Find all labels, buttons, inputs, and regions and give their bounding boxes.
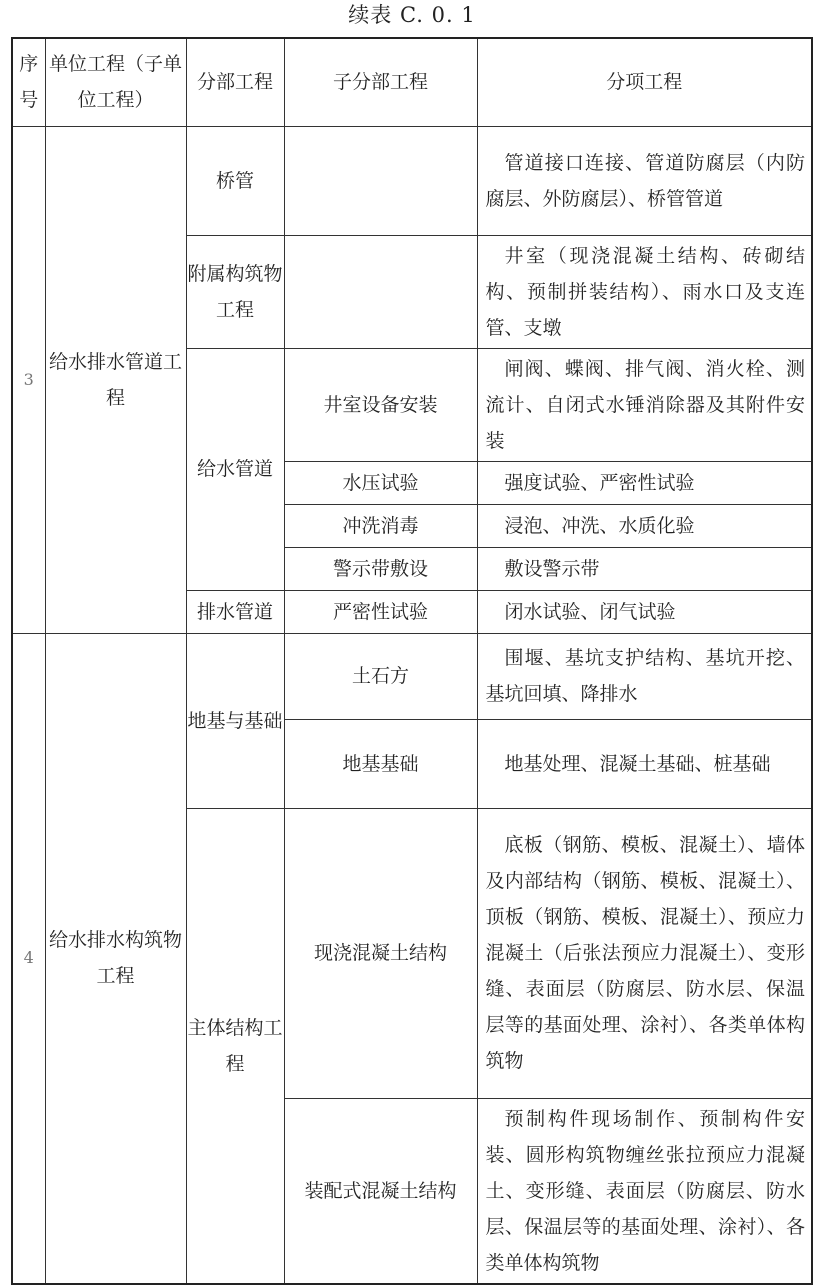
- item-cell: [477, 590, 812, 633]
- subdivision-cell: 水压试验: [284, 461, 477, 504]
- item-cell: [477, 126, 812, 235]
- division-cell: 地基与基础: [186, 633, 284, 808]
- item-cell: [477, 235, 812, 348]
- item-cell: [477, 808, 812, 1098]
- table-row: [12, 126, 812, 235]
- subdivision-cell: [284, 235, 477, 348]
- header-unit: 单位工程（子单位工程）: [45, 38, 186, 126]
- item-text: 预制构件现场制作、预制构件安装、圆形构筑物缠丝张拉预应力混凝土、变形缝、表面层（防腐层、防水层、保温层等的基面处理、涂衬）、各类单体构筑物: [485, 1107, 805, 1274]
- header-division: 分部工程: [186, 38, 284, 126]
- division-cell: 排水管道: [186, 590, 284, 633]
- header-subdivision: 子分部工程: [284, 38, 477, 126]
- item-text: 强度试验、严密性试验: [504, 471, 695, 494]
- item-cell: [477, 1098, 812, 1284]
- item-cell: [477, 719, 812, 808]
- item-text: 围堰、基坑支护结构、基坑开挖、基坑回填、降排水: [485, 647, 805, 705]
- header-row: [12, 38, 812, 126]
- subdivision-cell: 现浇混凝土结构: [284, 808, 477, 1098]
- unit-cell: 给水排水管道工程: [45, 126, 186, 633]
- item-text: 浸泡、冲洗、水质化验: [504, 514, 695, 537]
- table-row: [12, 633, 812, 719]
- unit-cell: 给水排水构筑物工程: [45, 633, 186, 1284]
- item-cell: [477, 504, 812, 547]
- item-text: 闭水试验、闭气试验: [504, 600, 676, 623]
- header-item: 分项工程: [477, 38, 812, 126]
- division-table: [11, 37, 813, 1285]
- table-caption: 续表 C. 0. 1: [348, 3, 476, 27]
- subdivision-cell: 井室设备安装: [284, 348, 477, 461]
- subdivision-cell: 严密性试验: [284, 590, 477, 633]
- item-text: 地基处理、混凝土基础、桩基础: [504, 752, 771, 775]
- item-text: 管道接口连接、管道防腐层（内防腐层、外防腐层）、桥管管道: [485, 151, 805, 210]
- item-text: 底板（钢筋、模板、混凝土）、墙体及内部结构（钢筋、模板、混凝土）、顶板（钢筋、模板、混凝土）、预应力混凝土（后张法预应力混凝土）、变形缝、表面层（防腐层、防水层、保温层等的基面处理、涂衬）、各类单体构筑物: [485, 834, 805, 1072]
- subdivision-cell: 警示带敷设: [284, 547, 477, 590]
- subdivision-cell: [284, 126, 477, 235]
- item-text: 井室（现浇混凝土结构、砖砌结构、预制拼装结构）、雨水口及支连管、支墩: [485, 244, 805, 339]
- item-cell: [477, 547, 812, 590]
- subdivision-cell: 地基基础: [284, 719, 477, 808]
- seq-cell: 3: [12, 126, 45, 633]
- subdivision-cell: 冲洗消毒: [284, 504, 477, 547]
- header-seq: 序号: [12, 38, 45, 126]
- division-cell: 给水管道: [186, 348, 284, 590]
- division-cell: 桥管: [186, 126, 284, 235]
- division-cell: 附属构筑物工程: [186, 235, 284, 348]
- item-text: 闸阀、蝶阀、排气阀、消火栓、测流计、自闭式水锤消除器及其附件安装: [485, 357, 805, 452]
- item-cell: [477, 348, 812, 461]
- item-cell: [477, 461, 812, 504]
- item-text: 敷设警示带: [504, 557, 600, 580]
- subdivision-cell: 装配式混凝土结构: [284, 1098, 477, 1284]
- seq-cell: 4: [12, 633, 45, 1284]
- subdivision-cell: 土石方: [284, 633, 477, 719]
- item-cell: [477, 633, 812, 719]
- division-cell: 主体结构工程: [186, 808, 284, 1284]
